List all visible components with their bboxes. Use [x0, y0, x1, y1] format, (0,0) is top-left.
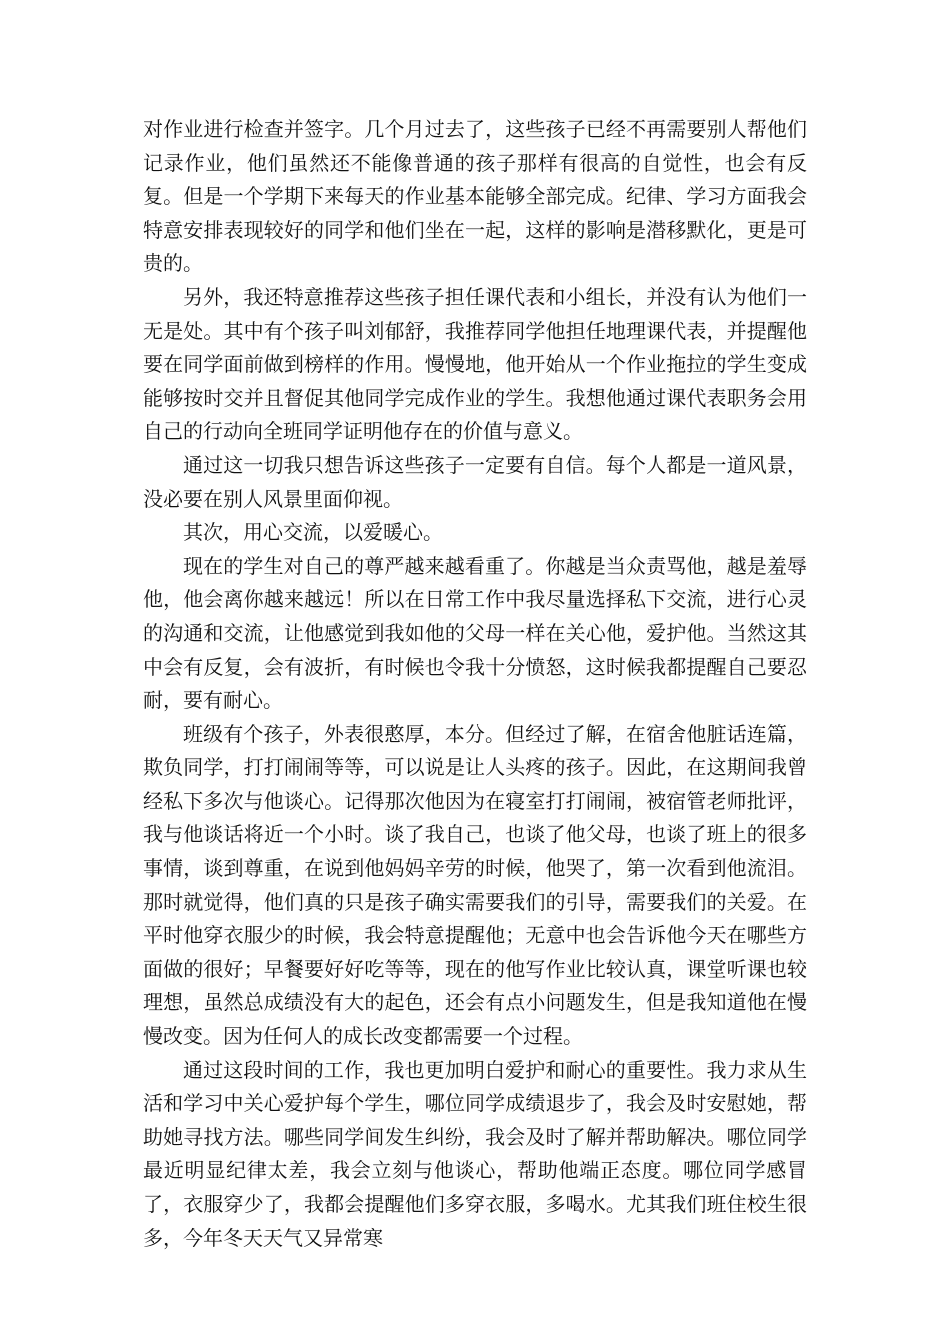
- paragraph-5: 班级有个孩子，外表很憨厚，本分。但经过了解，在宿舍他脏话连篇，欺负同学，打打闹闹等等，可以说是让人头疼的孩子。因此，在这期间我曾经私下多次与他谈心。记得那次他因为在寝室打打闹闹，被宿管老师批评，我与他谈话将近一个小时。谈了我自己，也谈了他父母，也谈了班上的很多事情，谈到尊重，在说到他妈妈辛劳的时候，他哭了，第一次看到他流泪。那时就觉得，他们真的只是孩子确实需要我们的引导，需要我们的关爱。在平时他穿衣服少的时候，我会特意提醒他；无意中也会告诉他今天在哪些方面做的很好；早餐要好好吃等等，现在的他写作业比较认真，课堂听课也较理想，虽然总成绩没有大的起色，还会有点小问题发生，但是我知道他在慢慢改变。因为任何人的成长改变都需要一个过程。: [143, 721, 807, 1049]
- paragraph-1: 对作业进行检查并签字。几个月过去了，这些孩子已经不再需要别人帮他们记录作业，他们虽然还不能像普通的孩子那样有很高的自觉性，也会有反复。但是一个学期下来每天的作业基本能够全部完成。纪律、学习方面我会特意安排表现较好的同学和他们坐在一起，这样的影响是潜移默化，更是可贵的。: [143, 117, 807, 276]
- paragraph-6: 通过这段时间的工作，我也更加明白爱护和耐心的重要性。我力求从生活和学习中关心爱护每个学生，哪位同学成绩退步了，我会及时安慰她，帮助她寻找方法。哪些同学间发生纠纷，我会及时了解并帮助解决。哪位同学最近明显纪律太差，我会立刻与他谈心，帮助他端正态度。哪位同学感冒了，衣服穿少了，我都会提醒他们多穿衣服，多喝水。尤其我们班住校生很多，今年冬天天气又异常寒: [143, 1057, 807, 1250]
- paragraph-3: 通过这一切我只想告诉这些孩子一定要有自信。每个人都是一道风景，没必要在别人风景里面仰视。: [143, 452, 807, 511]
- paragraph-4: 现在的学生对自己的尊严越来越看重了。你越是当众责骂他，越是羞辱他，他会离你越来越远！所以在日常工作中我尽量选择私下交流，进行心灵的沟通和交流，让他感觉到我如他的父母一样在关心他，爱护他。当然这其中会有反复，会有波折，有时候也令我十分愤怒，这时候我都提醒自己要忍耐，要有耐心。: [143, 553, 807, 713]
- section-heading: 其次，用心交流，以爱暖心。: [183, 520, 443, 545]
- paragraph-2: 另外，我还特意推荐这些孩子担任课代表和小组长，并没有认为他们一无是处。其中有个孩子叫刘郁舒，我推荐同学他担任地理课代表，并提醒他要在同学面前做到榜样的作用。慢慢地，他开始从一个作业拖拉的学生变成能够按时交并且督促其他同学完成作业的学生。我想他通过课代表职务会用自己的行动向全班同学证明他存在的价值与意义。: [143, 284, 807, 444]
- document-page: [143, 113, 807, 1255]
